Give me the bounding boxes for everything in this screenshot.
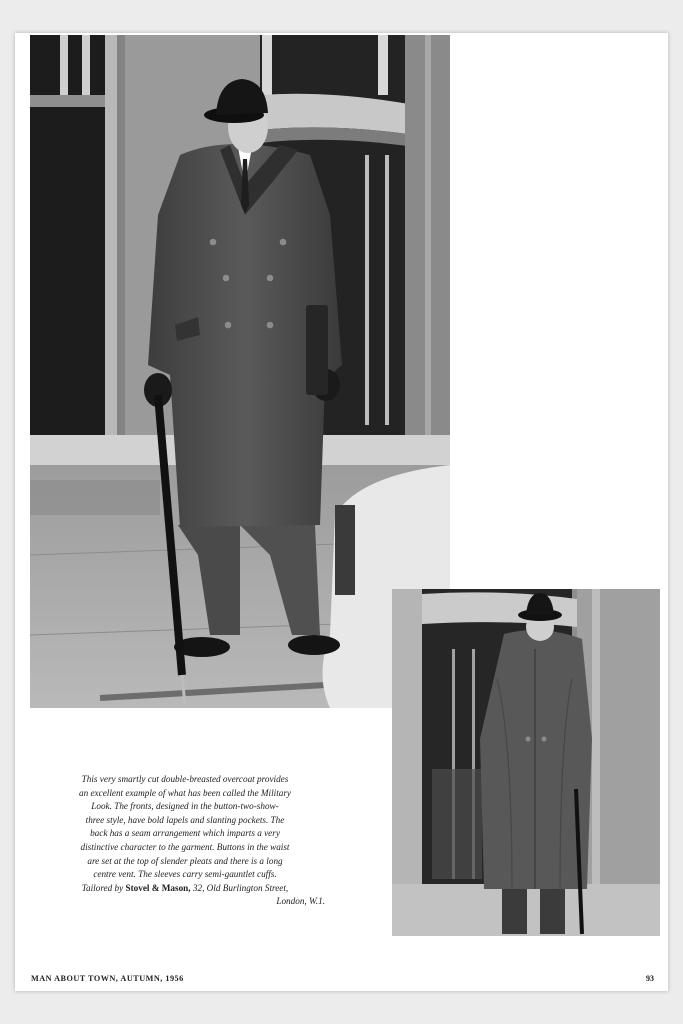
photo-overcoat-front bbox=[30, 35, 450, 708]
caption-line: This very smartly cut double-breasted overcoat provides bbox=[81, 774, 289, 784]
caption-line: 32, Old Burlington Street, bbox=[190, 882, 289, 893]
caption-line: back has a seam arrangement which imparts a very bbox=[90, 828, 280, 839]
caption-line: are set at the top of slender pleats and there is a long bbox=[87, 855, 283, 866]
caption-line: London, W.1. bbox=[276, 896, 325, 907]
caption-line: three style, have bold lapels and slanting pockets. The bbox=[85, 814, 285, 825]
photo-caption bbox=[45, 773, 325, 909]
caption-line: Look. The fronts, designed in the button-two-show- bbox=[91, 801, 279, 812]
tailor-name: Stovel & Mason, bbox=[125, 882, 191, 893]
page-number: 93 bbox=[645, 974, 654, 983]
caption-line: distinctive character to the garment. Buttons in the waist bbox=[80, 841, 290, 852]
photo-overcoat-front-image bbox=[30, 35, 450, 708]
caption-line: an excellent example of what has been called the Military bbox=[78, 787, 291, 798]
photo-overcoat-back-image bbox=[392, 589, 660, 936]
caption-line: Tailored by bbox=[81, 882, 126, 893]
caption-line: centre vent. The sleeves carry semi-gauntlet cuffs. bbox=[93, 869, 277, 880]
magazine-page bbox=[15, 33, 668, 991]
publication-footer: MAN ABOUT TOWN, AUTUMN, 1956 bbox=[31, 974, 184, 983]
photo-overcoat-back bbox=[392, 589, 660, 936]
